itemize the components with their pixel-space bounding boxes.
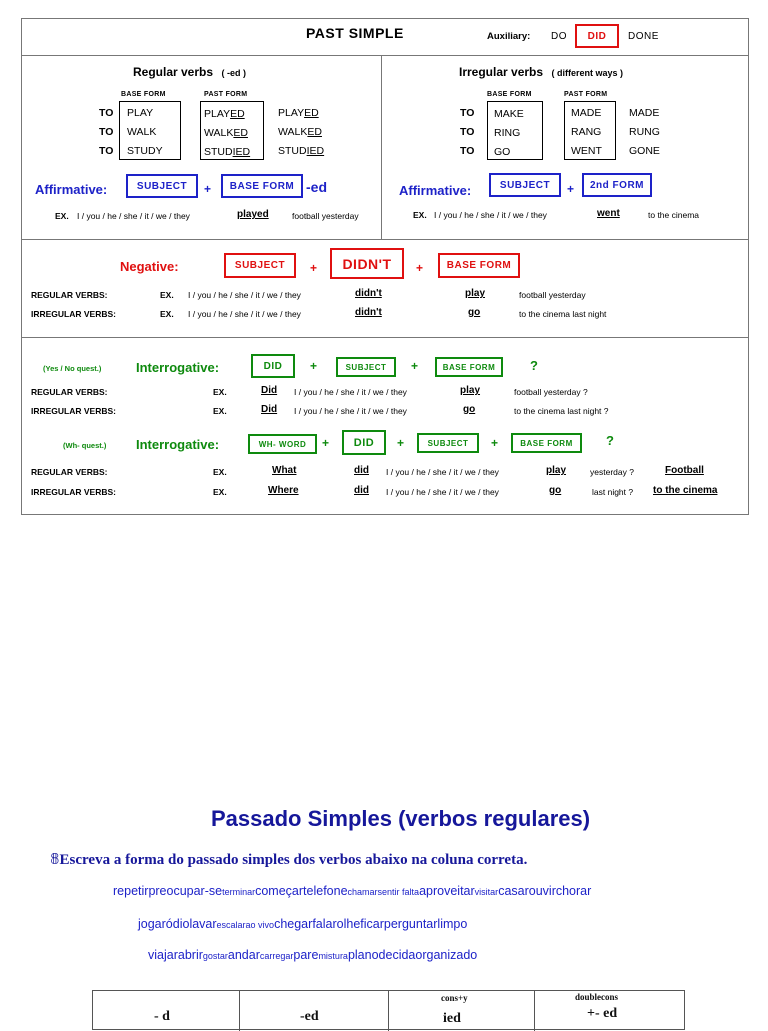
example-rest: football yesterday (292, 211, 359, 221)
column-header: doublecons +- ed (575, 992, 619, 1021)
wh-word-box: WH- WORD (248, 434, 317, 454)
to-label: TO (460, 126, 475, 138)
subject-box: SUBJECT (224, 253, 296, 278)
base-verb: RING (494, 127, 521, 139)
column-header: - d (93, 991, 240, 1031)
plus-sign: + (411, 359, 419, 373)
past-verb: WALKED (204, 127, 248, 139)
to-label: TO (460, 107, 475, 119)
did-box: DID (251, 354, 295, 378)
exercise-instruction: 𝟠Escreva a forma do passado simples dos verbos abaixo na coluna correta. (50, 850, 528, 868)
divider (21, 55, 749, 56)
aux-label: Auxiliary: (487, 31, 531, 42)
column-header: cons+y ied (389, 991, 535, 1031)
plus-sign: + (567, 182, 575, 196)
checkbox-glyph: 𝟠 (50, 850, 60, 868)
affirmative-label: Affirmative: (399, 183, 472, 198)
answer-table (92, 990, 685, 1030)
participle-verb: MADE (629, 107, 660, 119)
example-verb: went (597, 208, 620, 219)
participle-verb: STUDIED (278, 145, 325, 157)
plus-sign: + (204, 182, 212, 196)
base-form-box: BASE FORM (511, 433, 582, 453)
past-verb: MADE (571, 107, 602, 119)
example-rest: to the cinema (648, 210, 700, 220)
past-verb: STUDIED (204, 146, 251, 158)
base-form-box: BASE FORM (438, 253, 520, 278)
past-form-header: PAST FORM (204, 91, 248, 98)
did-box: DID (342, 430, 386, 455)
past-verb: WENT (571, 145, 602, 157)
question-mark: ? (606, 433, 614, 448)
past-verb: PLAYED (204, 108, 245, 120)
plus-sign: + (491, 436, 499, 450)
base-verb: STUDY (127, 145, 163, 157)
base-form-header: BASE FORM (487, 91, 532, 98)
subject-box: SUBJECT (126, 174, 198, 198)
to-label: TO (99, 126, 114, 138)
past-form-header: PAST FORM (564, 91, 608, 98)
divider (381, 55, 382, 239)
participle-verb: WALKED (278, 126, 322, 138)
participle-verb: GONE (629, 145, 660, 157)
plus-sign: + (310, 359, 318, 373)
base-verb: WALK (127, 126, 157, 138)
page-title: PAST SIMPLE (306, 25, 404, 41)
to-label: TO (460, 145, 475, 157)
interrogative-label: Interrogative: (136, 360, 220, 375)
pronouns: I / you / he / she / it / we / they (77, 211, 190, 221)
didnt-box: DIDN'T (330, 248, 404, 279)
word-line: viajarabrirgostarandarcarregarparemisturaplanodecidaorganizado (148, 948, 478, 962)
to-label: TO (99, 145, 114, 157)
divider (21, 337, 749, 338)
base-form-formula-box: BASE FORM (221, 174, 303, 198)
yes-no-prefix: (Yes / No quest.) (43, 364, 102, 373)
to-label: TO (99, 107, 114, 119)
plus-sign: + (322, 436, 330, 450)
base-verb: GO (494, 146, 511, 158)
negative-label: Negative: (120, 259, 179, 274)
ex-label: EX. (413, 210, 427, 220)
plus-sign: + (310, 261, 318, 275)
irregular-verbs-heading: Irregular verbs ( different ways ) (459, 65, 624, 79)
base-verb: PLAY (127, 107, 154, 119)
ed-suffix: -ed (306, 179, 327, 195)
aux-did-box: DID (575, 24, 619, 48)
past-verb: RANG (571, 126, 602, 138)
aux-done: DONE (628, 31, 659, 42)
second-form-box: 2nd FORM (582, 173, 652, 197)
participle-verb: PLAYED (278, 107, 319, 119)
word-line: jogaródiolavarescalarao vivochegarfalarolheficarperguntarlimpo (138, 917, 468, 931)
aux-do: DO (551, 31, 567, 42)
participle-verb: RUNG (629, 126, 660, 138)
column-header: -ed (240, 991, 389, 1031)
affirmative-label: Affirmative: (35, 182, 108, 197)
interrogative-label: Interrogative: (136, 437, 220, 452)
plus-sign: + (416, 261, 424, 275)
question-mark: ? (530, 358, 538, 373)
divider (21, 239, 749, 240)
ex-label: EX. (55, 211, 69, 221)
subject-box: SUBJECT (489, 173, 561, 197)
wh-prefix: (Wh- quest.) (63, 441, 107, 450)
subject-box: SUBJECT (336, 357, 396, 377)
subject-box: SUBJECT (417, 433, 479, 453)
example-verb: played (237, 209, 269, 220)
pronouns: I / you / he / she / it / we / they (434, 210, 547, 220)
word-line: repetirpreocupar-seterminarcomeçartelefonechamarsentir faltaaproveitarvisitarcasarouvirchorar (113, 884, 592, 898)
exercise-title: Passado Simples (verbos regulares) (211, 806, 591, 831)
plus-sign: + (397, 436, 405, 450)
base-form-box: BASE FORM (435, 357, 503, 377)
regular-verbs-heading: Regular verbs ( -ed ) (133, 65, 246, 79)
base-verb: MAKE (494, 108, 524, 120)
base-form-header: BASE FORM (121, 91, 166, 98)
